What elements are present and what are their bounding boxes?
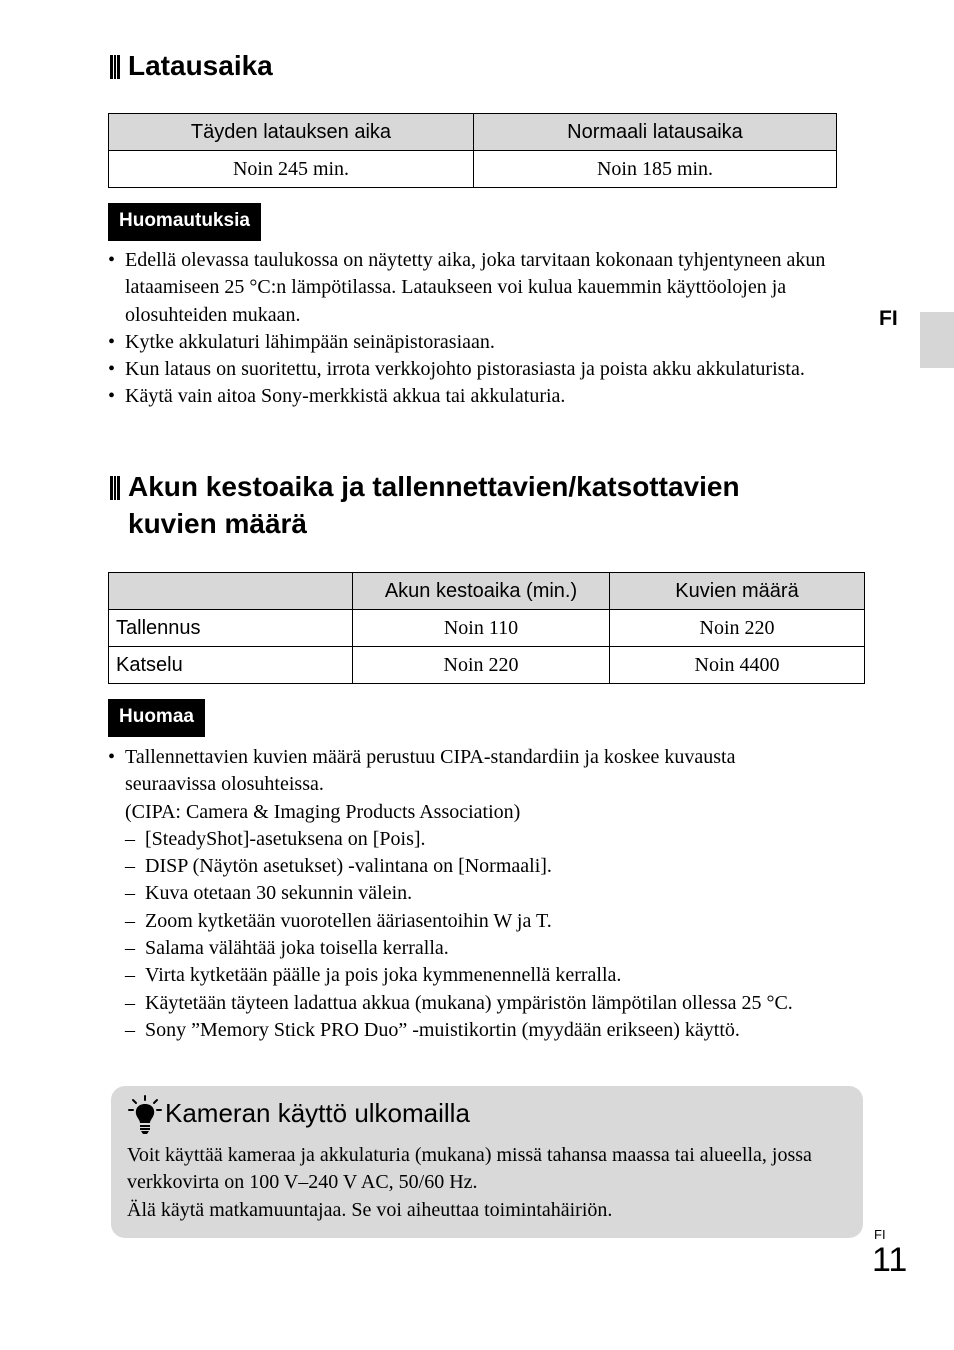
heading-marker [110, 55, 120, 79]
table-header: Kuvien määrä [610, 573, 865, 610]
tip-title: Kameran käyttö ulkomailla [165, 1098, 470, 1128]
table-header: Normaali latausaika [474, 114, 837, 151]
table-header-empty [109, 573, 353, 610]
table-cell: Noin 4400 [610, 647, 865, 684]
condition-item: – Sony ”Memory Stick PRO Duo” -muistikortin (myydään erikseen) käyttö. [125, 1018, 740, 1041]
list-item: • Käytä vain aitoa Sony-merkkistä akkua tai akkulaturia. [108, 385, 566, 408]
row-label: Katselu [109, 647, 353, 684]
tip-body [127, 1142, 855, 1224]
table-header: Täyden latauksen aika [109, 114, 474, 151]
tip-box [111, 1086, 863, 1238]
note-list [108, 744, 828, 1044]
list-item: • Kun lataus on suoritettu, irrota verkkojohto pistorasiasta ja poista akku akkulaturista. [108, 358, 805, 381]
page-number: 11 [872, 1241, 908, 1279]
notes-list [108, 247, 868, 411]
list-item: • Kytke akkulaturi lähimpään seinäpistorasiaan. [108, 330, 495, 353]
table-cell: Noin 220 [610, 610, 865, 647]
table-cell: Noin 185 min. [474, 151, 837, 188]
condition-item: – Kuva otetaan 30 sekunnin välein. [125, 882, 413, 905]
condition-item: – DISP (Näytön asetukset) -valintana on [Normaali]. [125, 855, 552, 878]
list-item: • Edellä olevassa taulukossa on näytetty aika, joka tarvitaan kokonaan tyhjentyneen akun lataamiseen 25 °C:n lämpötilassa. Lataukseen voi kulua kauemmin käyttöolojen ja olosuhteiden mukaan. [108, 249, 826, 326]
battery-life-table [108, 572, 865, 684]
tip-text-line2: Älä käytä matkamuuntajaa. Se voi aiheuttaa toimintahäiriön. [127, 1198, 613, 1221]
table-cell: Noin 245 min. [109, 151, 474, 188]
table-row [109, 610, 865, 647]
table-header: Akun kestoaika (min.) [353, 573, 610, 610]
condition-item: – [SteadyShot]-asetuksena on [Pois]. [125, 827, 426, 850]
table-cell: Noin 110 [353, 610, 610, 647]
table-cell: Noin 220 [353, 647, 610, 684]
cipa-note: (CIPA: Camera & Imaging Products Association) [125, 800, 521, 823]
heading-marker [110, 476, 120, 500]
condition-item: – Virta kytketään päälle ja pois joka kymmenennellä kerralla. [125, 964, 622, 987]
condition-item: – Zoom kytketään vuorotellen ääriasentoihin W ja T. [125, 909, 552, 932]
list-item: • Tallennettavien kuvien määrä perustuu CIPA-standardiin ja koskee kuvausta seuraavissa olosuhteissa. [108, 746, 736, 796]
condition-item: – Salama välähtää joka toisella kerralla. [125, 937, 449, 960]
language-tab [920, 312, 954, 368]
condition-item: – Käytetään täyteen ladattua akkua (mukana) ympäristön lämpötilan ollessa 25 °C. [125, 991, 793, 1014]
lightbulb-icon [127, 1094, 163, 1141]
tip-text-line1: Voit käyttää kameraa ja akkulaturia (mukana) missä tahansa maassa tai alueella, jossa verkkovirta on 100 V–240 V AC, 50/60 Hz. [127, 1144, 812, 1194]
note-label: Huomaa [108, 699, 205, 737]
section-title: Latausaika [128, 50, 273, 81]
table-row [109, 647, 865, 684]
section-title-line1: Akun kestoaika ja tallennettavien/katsottavien [128, 471, 740, 502]
notes-label: Huomautuksia [108, 203, 261, 241]
language-tab-label: FI [879, 307, 898, 330]
charging-time-table [108, 113, 837, 188]
section-title-line2: kuvien määrä [128, 508, 307, 539]
footer-language: FI [874, 1227, 886, 1242]
row-label: Tallennus [109, 610, 353, 647]
